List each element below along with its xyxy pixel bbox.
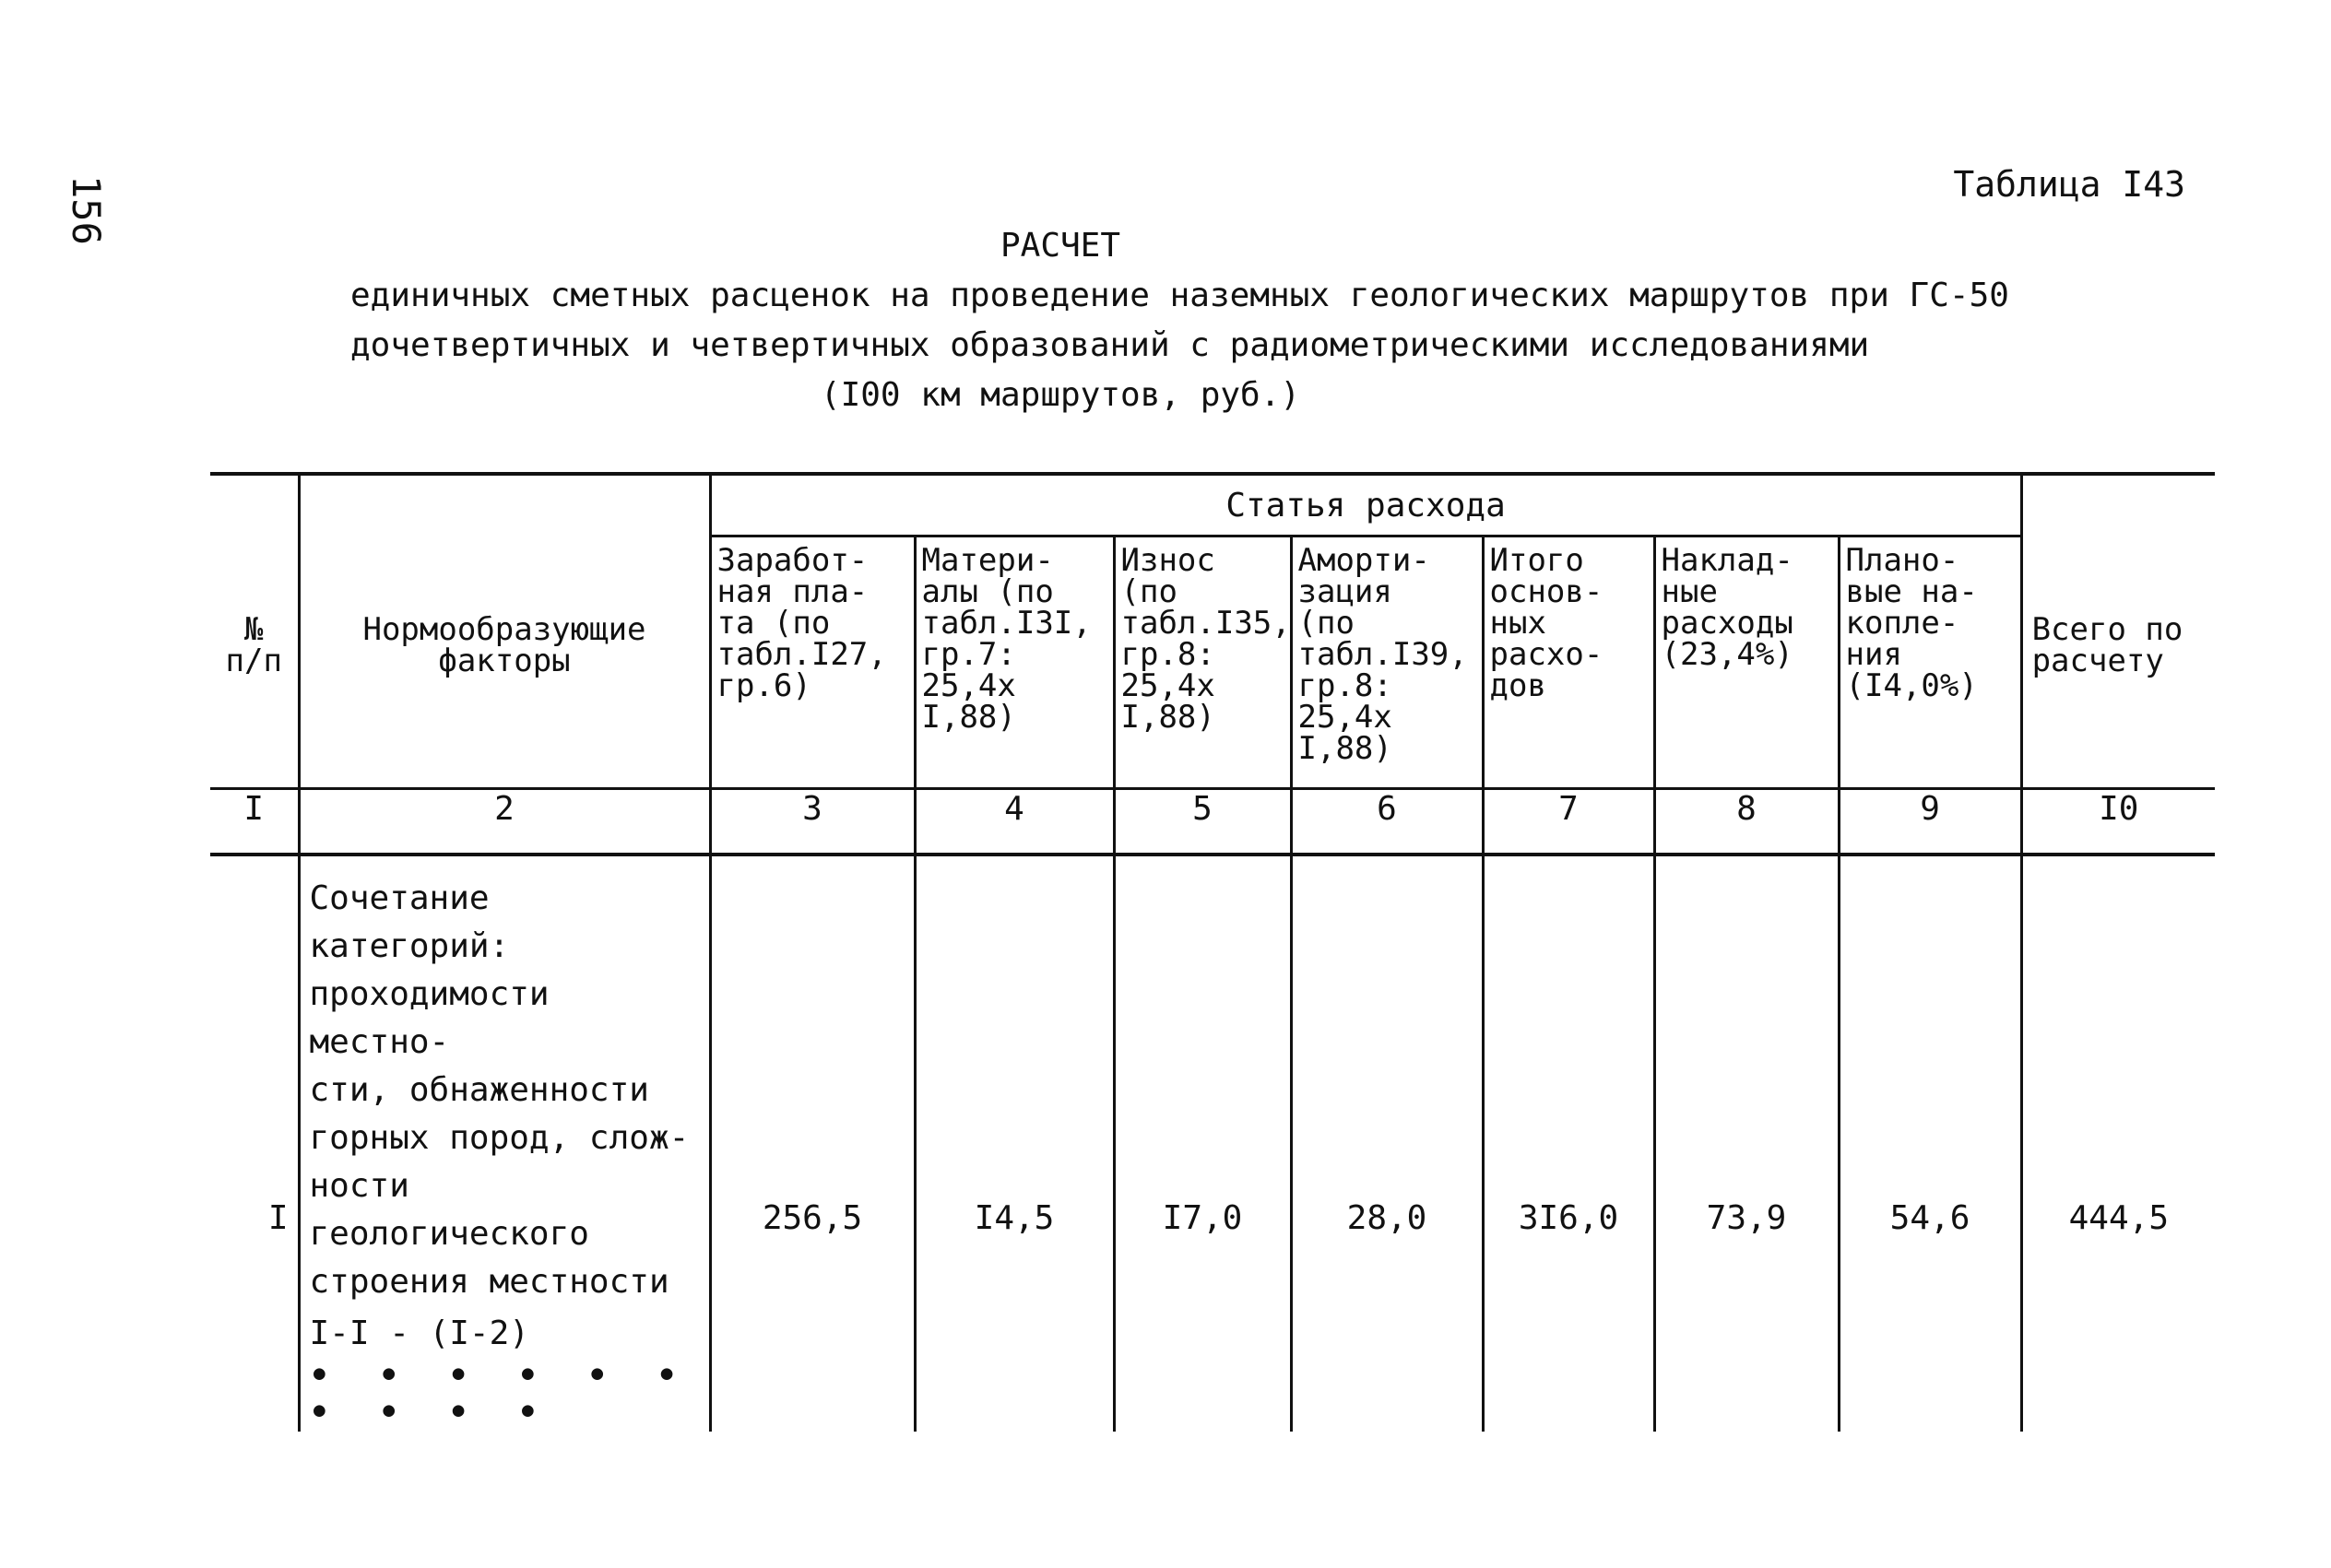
header-group-expense: Статья расхода bbox=[710, 474, 2021, 536]
column-number: 2 bbox=[299, 789, 710, 855]
cost-table bbox=[210, 472, 2215, 1432]
salary-value: 256,5 bbox=[710, 855, 915, 1432]
materials-value: I4,5 bbox=[915, 855, 1114, 1432]
planned-value: 54,6 bbox=[1839, 855, 2021, 1432]
title-line-3: дочетвертичных и четвертичных образований с радиометрическими исследованиями bbox=[350, 326, 1870, 364]
column-number: 3 bbox=[710, 789, 915, 855]
factors-description: Сочетание категорий: проходимости местно- сти, обнаженности горных пород, слож- ности геологического строения местности bbox=[309, 879, 690, 1301]
total-value: 444,5 bbox=[2021, 855, 2215, 1432]
overhead-value: 73,9 bbox=[1654, 855, 1839, 1432]
column-number: 6 bbox=[1291, 789, 1483, 855]
header-overhead: Наклад- ные расходы (23,4%) bbox=[1654, 536, 1839, 789]
column-number: 4 bbox=[915, 789, 1114, 855]
column-number: 7 bbox=[1483, 789, 1654, 855]
factor-combination: I-I - (I-2) bbox=[309, 1315, 529, 1352]
column-number: I bbox=[210, 789, 299, 855]
title-line-4: (I00 км маршрутов, руб.) bbox=[820, 376, 1301, 414]
page-number: 156 bbox=[64, 175, 109, 245]
header-amortization: Аморти- зация (по табл.I39, гр.8: 25,4х I,88) bbox=[1291, 536, 1483, 789]
title-block bbox=[350, 221, 2009, 420]
header-subtotal: Итого основ- ных расхо- дов bbox=[1483, 536, 1654, 789]
header-wear: Износ (по табл.I35, гр.8: 25,4х I,88) bbox=[1114, 536, 1291, 789]
table-row bbox=[210, 855, 2215, 1432]
row-number: I bbox=[210, 855, 299, 1432]
column-number: 9 bbox=[1839, 789, 2021, 855]
header-factors: Нормообразующие факторы bbox=[299, 474, 710, 789]
header-materials: Матери- алы (по табл.I3I, гр.7: 25,4х I,88) bbox=[915, 536, 1114, 789]
column-numbers-row bbox=[210, 789, 2215, 855]
column-number: 8 bbox=[1654, 789, 1839, 855]
header-planned: Плано- вые на- копле- ния (I4,0%) bbox=[1839, 536, 2021, 789]
header-num: № п/п bbox=[210, 474, 299, 789]
title-line-2: единичных сметных расценок на проведение наземных геологических маршрутов при ГС-50 bbox=[350, 277, 2009, 314]
title-heading: РАСЧЕТ bbox=[1000, 227, 1121, 265]
subtotal-value: 3I6,0 bbox=[1483, 855, 1654, 1432]
header-salary: Заработ- ная пла- та (по табл.I27, гр.6) bbox=[710, 536, 915, 789]
factors-cell bbox=[299, 855, 710, 1432]
amortization-value: 28,0 bbox=[1291, 855, 1483, 1432]
wear-value: I7,0 bbox=[1114, 855, 1291, 1432]
header-total: Всего по расчету bbox=[2021, 474, 2215, 789]
header-row-group bbox=[210, 474, 2215, 536]
column-number: I0 bbox=[2021, 789, 2215, 855]
column-number: 5 bbox=[1114, 789, 1291, 855]
table-label: Таблица I43 bbox=[1953, 164, 2185, 205]
continuation-dots: • • • • • • • • • • bbox=[309, 1357, 692, 1432]
